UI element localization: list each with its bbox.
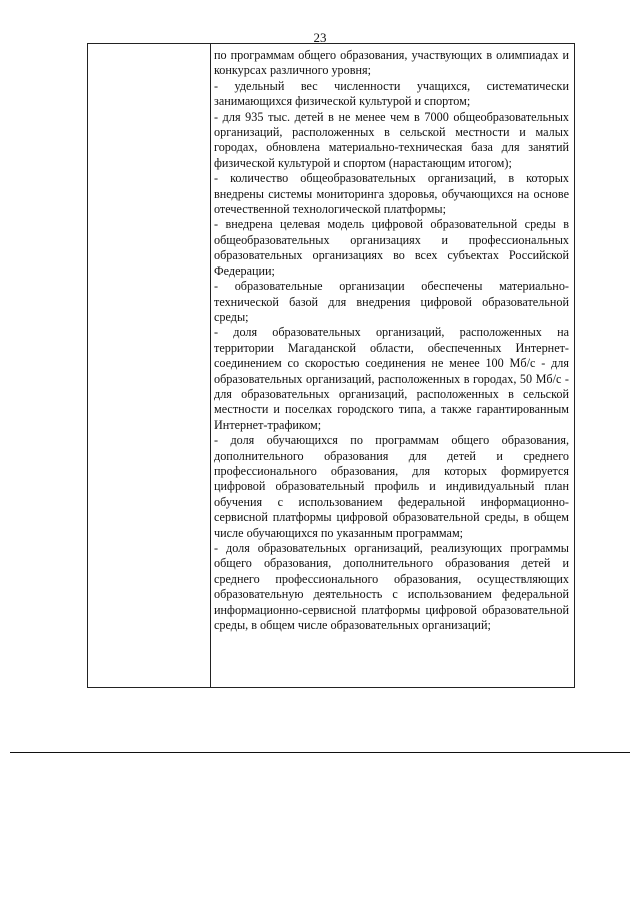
text-entry-3: - для 935 тыс. детей в не менее чем в 7000 общеобразовательных организаций, расположенных в сельской местности и малых городах, обновлена материально-техническая база для занятий физической культурой и спортом (нарастающим итогом); xyxy=(214,109,569,170)
text-entry-8: - доля обучающихся по программам общего образования, дополнительного образования для детей и среднего профессионального образования, для которых формируется цифровой образовательный профиль и индивидуальный план обучения с использованием федеральной информационно-сервисной платформы цифровой образовательной среды, в общем числе обучающихся по указанным программам; xyxy=(214,433,569,540)
text-entry-4: - количество общеобразовательных организаций, в которых внедрены системы мониторинга здоровья, обучающихся на основе отечественной технологической платформы; xyxy=(214,171,569,217)
table-right-column xyxy=(214,48,569,633)
document-table xyxy=(87,43,575,688)
footer-rule xyxy=(10,752,630,753)
text-entry-9: - доля образовательных организаций, реализующих программы общего образования, дополнительного образования детей и среднего профессионального образования, осуществляющих образовательную деятельность с использованием федеральной информационно-сервисной платформы цифровой образовательной среды, в общем числе образовательных организаций; xyxy=(214,541,569,633)
text-entry-6: - образовательные организации обеспечены материально-технической базой для внедрения цифровой образовательной среды; xyxy=(214,279,569,324)
text-entry-7: - доля образовательных организаций, расположенных на территории Магаданской области, обеспеченных Интернет-соединением со скоростью соединения не менее 100 Мб/с - для образовательных организаций, расположенных в городах, 50 Мб/с - для образовательных организаций, расположенных в сельской местности и поселках городского типа, а также гарантированным Интернет-трафиком; xyxy=(214,325,569,432)
text-entry-1: по программам общего образования, участвующих в олимпиадах и конкурсах различного уровня; xyxy=(214,48,569,78)
page-number: 23 xyxy=(313,30,327,45)
text-entry-2: - удельный вес численности учащихся, систематически занимающихся физической культурой и спортом; xyxy=(214,78,569,109)
table-left-column xyxy=(88,44,211,687)
text-entry-5: - внедрена целевая модель цифровой образовательной среды в общеобразовательных организациях и профессиональных образовательных организациях во всех субъектах Российской Федерации; xyxy=(214,217,569,278)
